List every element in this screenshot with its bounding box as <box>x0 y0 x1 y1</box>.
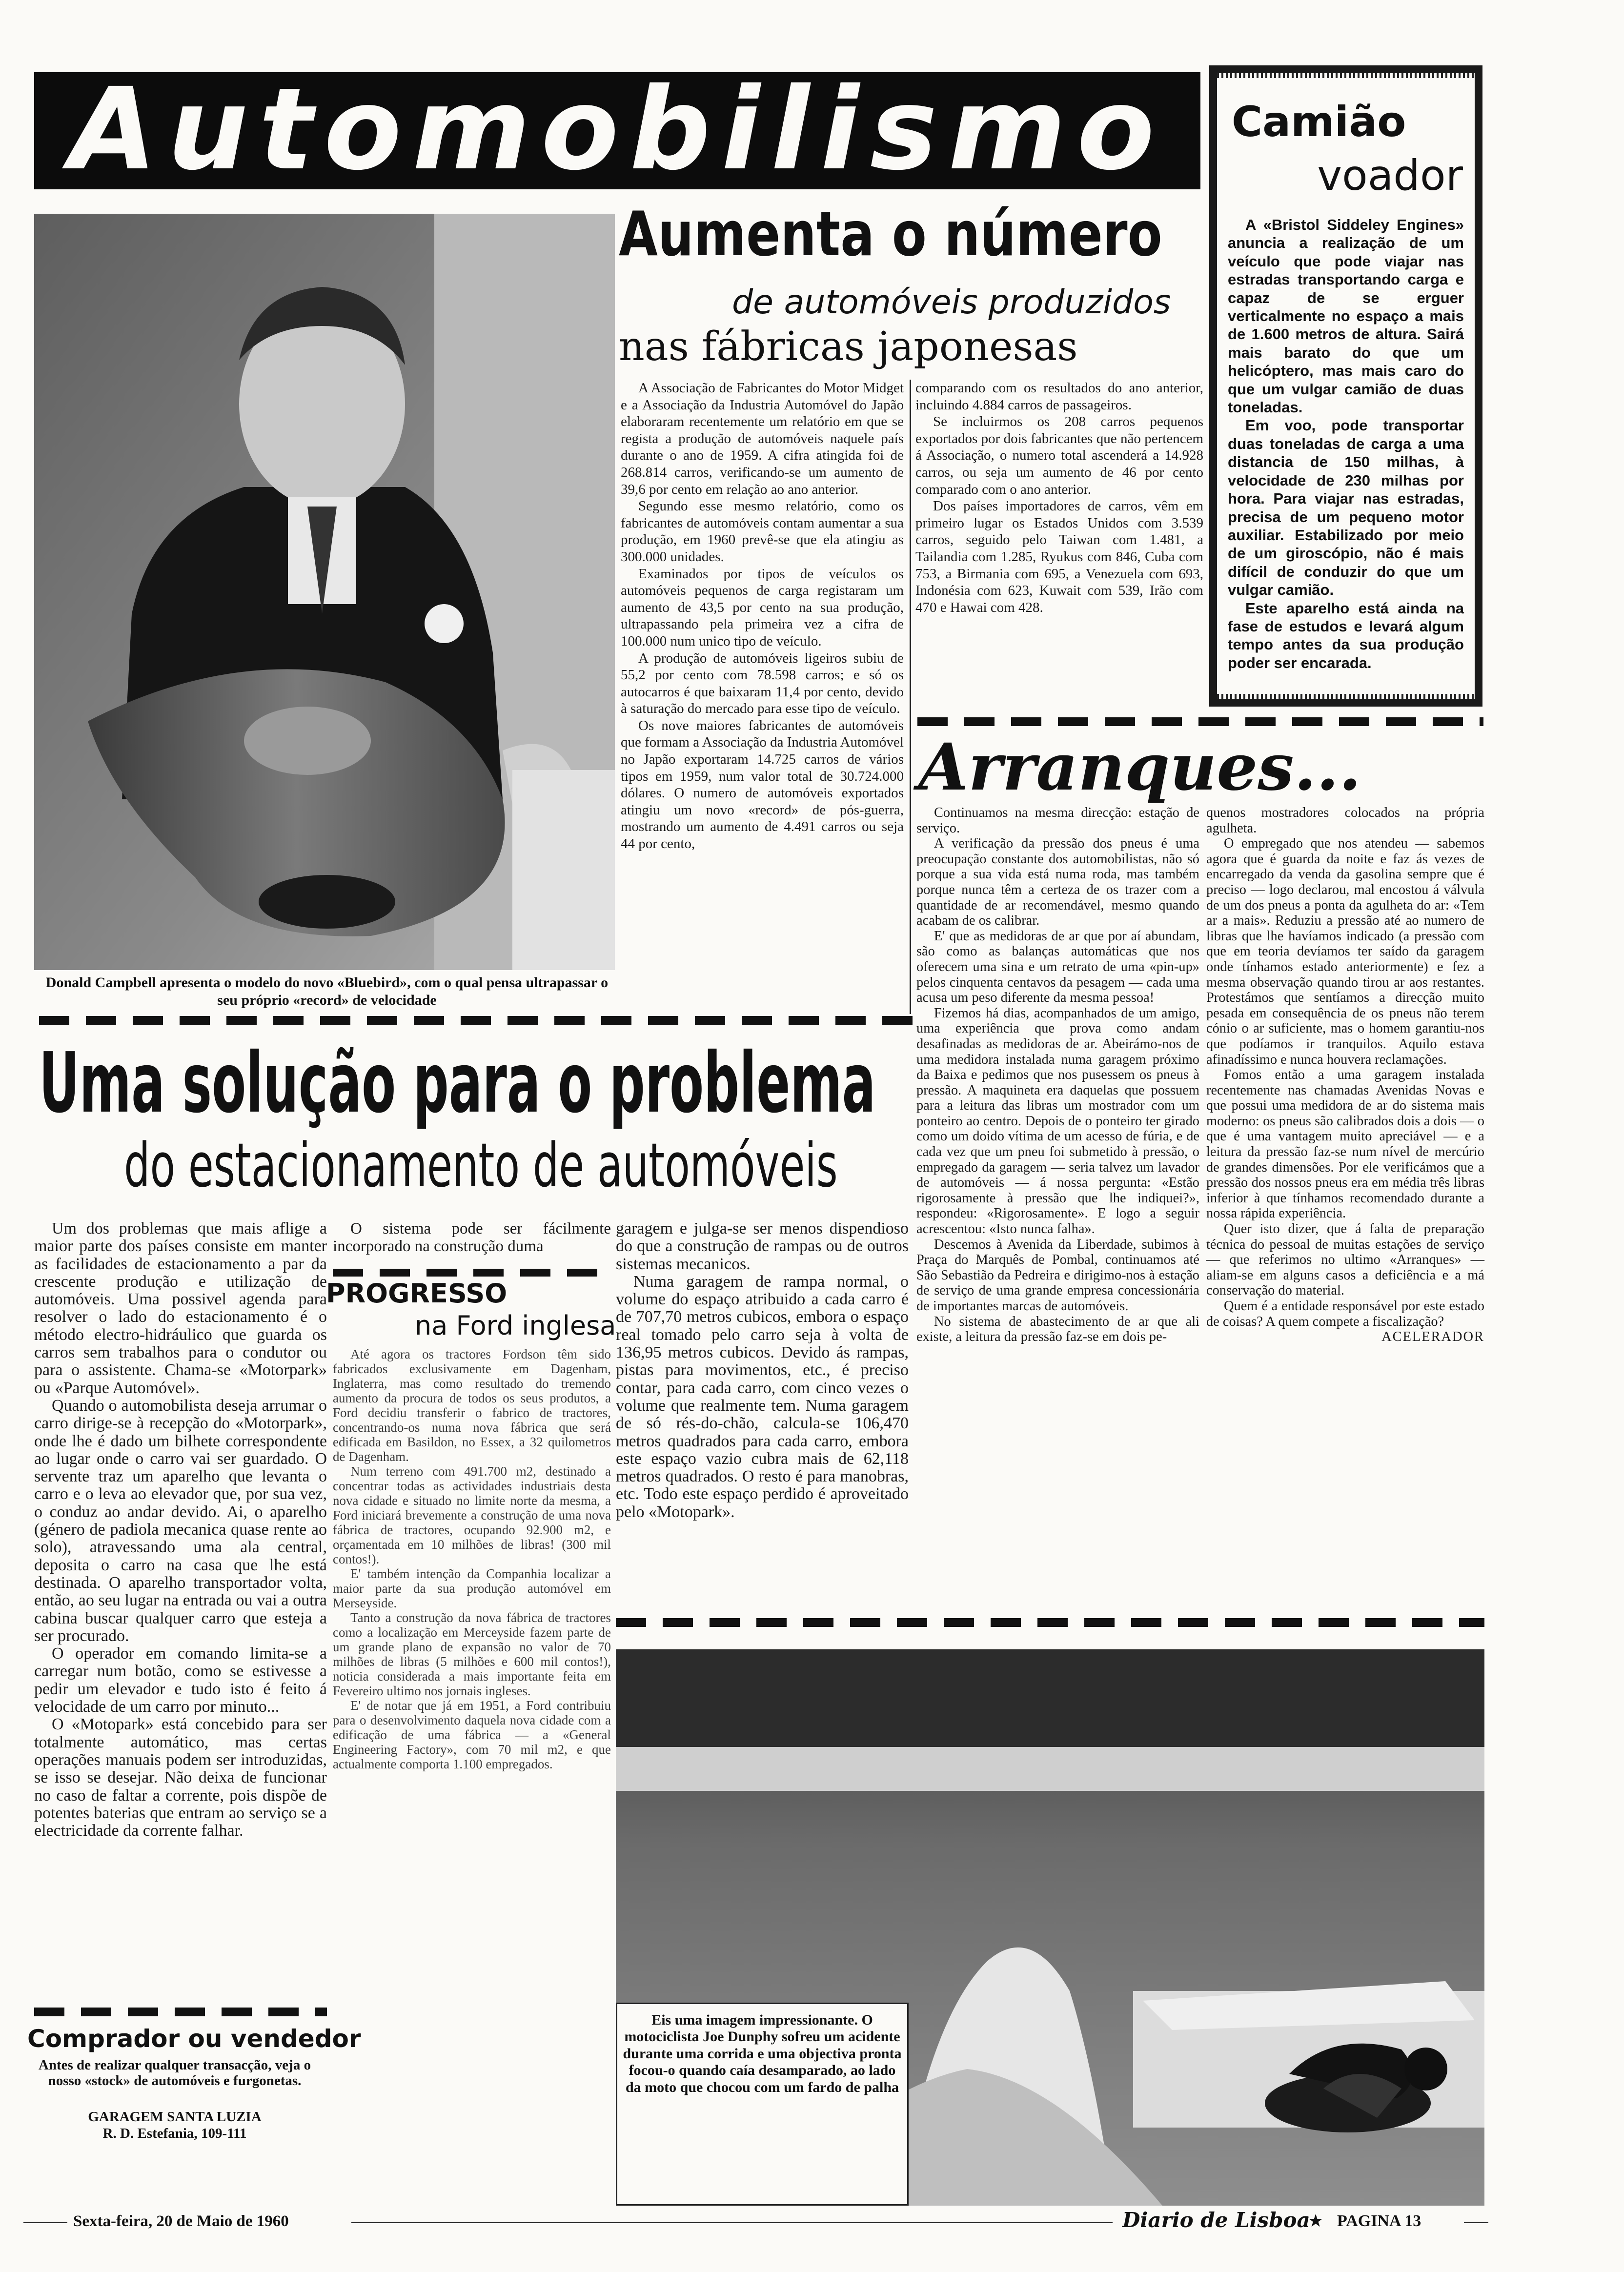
japan-paragraph: A produção de automóveis ligeiros subiu de 55,2 por cento com 78.598 carros; e só os autocarros é que baixaram 11,4 por cento, devido à saturação do mercado para esse tipo de veículo. <box>621 650 904 717</box>
footer-rule-mid <box>351 2222 1113 2223</box>
separator-dashes <box>616 1618 1484 1627</box>
sidebar-paragraph: Este aparelho está ainda na fase de estudos e levará algum tempo antes da sua produção poder ser encarada. <box>1228 599 1464 671</box>
photo-campbell <box>34 214 615 970</box>
progresso-headline-1: PROGRESSO <box>326 1278 508 1309</box>
progresso-paragraph: E' de notar que já em 1951, a Ford contribuiu para o desenvolvimento daquela nova cidade com a edificação de uma fábrica — a «General Engineering Factory», com 70 mil m2, e que actualmente comporta 1.100 empregados. <box>333 1698 611 1771</box>
japan-paragraph: Examinados por tipos de veículos os automóveis pequenos de carga registaram um aumento de 43,5 por cento na sua produção, ultrapassando pela primeira vez a cifra de 100.000 num unico tipo de veículo. <box>621 566 904 649</box>
arranques-paragraph: E' que as medidoras de ar que por aí abundam, são como as balanças automáticas que nos oferecem uma sina e um retrato de uma «pin-up» pelos cinquenta centavos da pesagem — cada uma acusa um peso diferente da mesma pessoa! <box>916 928 1199 1006</box>
sidebar-paragraph: Em voo, pode transportar duas toneladas de carga a uma distancia de 150 milhas, à velocidade de 230 milhas por hora. Para viajar nas estradas, precisa de um pequeno motor auxiliar. Estabilizado por meio de um giroscópio, não é mais difícil de conduzir do que um vulgar camião. <box>1228 417 1464 599</box>
japan-paragraph: Dos países importadores de carros, vêm em primeiro lugar os Estados Unidos com 3.539 carros, seguido pelo Taiwan com 1.481, a Tailandia com 1.285, Ryukus com 846, Cuba com 753, a Birmania com 695, a Venezuela com 693, Indonésia com 623, Kuwait com 539, Irão com 470 e Hawai com 428. <box>915 498 1203 615</box>
parking-col-2-intro: O sistema pode ser fácilmente incorporado na construção duma <box>333 1220 611 1255</box>
progresso-paragraph: Num terreno com 491.700 m2, destinado a concentrar todas as actividades industriais desta nova cidade e situado no limite norte da mesma, a Ford iniciará brevemente a construção de uma nova fábrica de tractores, ocupando 92.900 m2, e orçamentada em 10 milhões de libras! (300 mil contos!). <box>333 1464 611 1566</box>
arranques-col-2 <box>1206 805 1484 1345</box>
ad-address: R. D. Estefania, 109-111 <box>102 2126 247 2141</box>
japan-headline-1: Aumenta o número <box>619 198 1162 270</box>
masthead-title: Automobilismo <box>69 63 1165 195</box>
japan-paragraph: A Associação de Fabricantes do Motor Midget e a Associação da Industria Automóvel do Japão elaboraram recentemente um relatório em que se regista a produção de automóveis naquele país durante o ano de 1959. A cifra atingida foi de 268.814 carros, verificando-se um aumento de 39,6 por cento em relação ao ano anterior. <box>621 380 904 497</box>
japan-headline-3: nas fábricas japonesas <box>619 324 1078 370</box>
arranques-paragraph: A verificação da pressão dos pneus é uma preocupação constante dos automobilistas, não só porque a sua vida está numa roda, mas também porque nunca têm a certeza de os trazer com a quantidade de ar recomendável, mesmo quando acabam de os calibrar. <box>916 836 1199 929</box>
motorcycle-caption: Eis uma imagem impressionante. O motociclista Joe Dunphy sofreu um acidente durante uma corrida e uma objectiva pronta focou-o quando caía desamparado, ao lado da moto que chocou com um fardo de palha <box>623 2012 902 2095</box>
progresso-paragraph: E' também intenção da Companhia localizar a maior parte da sua produção automóvel em Merseyside. <box>333 1566 611 1610</box>
campbell-photo-illustration <box>34 214 615 970</box>
arranques-paragraph: Descemos à Avenida da Liberdade, subimos à Praça do Marquês de Pombal, continuamos até São Sebastião da Pedreira e dirigimo-nos à estação de serviço de uma grande empresa concessionária de importantes marcas de automóveis. <box>916 1237 1199 1314</box>
arranques-signature: ACELERADOR <box>1381 1329 1484 1345</box>
arranques-paragraph: No sistema de abastecimento de ar que ali existe, a leitura da pressão faz-se em dois pe- <box>916 1314 1199 1345</box>
parking-headline-2: do estacionamento de automóveis <box>124 1131 838 1201</box>
parking-paragraph: O operador em comando limita-se a carregar num botão, como se estivesse a pedir um elevador e tudo isto é feito á velocidade de um carro por minuto... <box>34 1644 327 1716</box>
parking-paragraph: Numa garagem de rampa normal, o volume do espaço atribuido a cada carro é de 707,70 metros cubicos, embora o espaço real tomado pelo carro seja à volta de 136,95 metros cubicos. Devido ás rampas, pistas para movimentos, etc., é preciso contar, para cada carro, com cinco vezes o volume que realmente tem. Numa garagem de só rés-do-chão, calcula-se 106,470 metros quadrados para cada carro, embora este espaço vazio cubra mais de 62,118 metros quadrados. O resto é para manobras, etc. Todo este espaço perdido é aproveitado pelo «Motopark». <box>616 1272 909 1521</box>
arranques-headline: Arranques... <box>918 730 1361 805</box>
parking-paragraph: Quando o automobilista deseja arrumar o carro dirige-se à recepção do «Motorpark», onde lhe é dado um bilhete correspondente ao lugar onde o carro vai ser guardado. O servente traz um aparelho que levanta o carro e o leva ao elevador que, por sua vez, o conduz ao andar devido. Ai, o aparelho (género de padiola mecanica quase rente ao solo), atravessando uma ala central, deposita o carro na casa que lhe está destinada. O aparelho transportador volta, então, ao seu lugar na entrada ou vai a outra cabina buscar qualquer carro que esteja a ser procurado. <box>34 1396 327 1645</box>
sidebar-title-1: Camião <box>1232 98 1406 146</box>
arranques-paragraph: Quem é a entidade responsável por este estado de coisas? A quem compete a fiscalização? <box>1206 1298 1484 1329</box>
progresso-paragraph: Até agora os tractores Fordson têm sido fabricados exclusivamente em Dagenham, Inglaterra, mas como resultado do tremendo aumento da procura de todos os seus produtos, a Ford decidiu transferir o fabrico de tractores, concentrando-os numa nova fábrica que será edificada em Basildon, no Essex, a 32 quilometros de Dagenham. <box>333 1347 611 1464</box>
progresso-headline-2: na Ford inglesa <box>415 1310 616 1341</box>
footer-date: Sexta-feira, 20 de Maio de 1960 <box>73 2212 289 2230</box>
sidebar-paragraph: A «Bristol Siddeley Engines» anuncia a realização de um veículo que pode viajar nas estradas transportando carga e capaz de se erguer verticalmente no espaço a mais de 1.600 metros de altura. Sairá mais barato do que um helicóptero, mas mais caro do que um vulgar camião de duas toneladas. <box>1228 216 1464 416</box>
parking-headline-1: Uma solução para o problema <box>39 1035 876 1132</box>
japan-col-2 <box>915 380 1203 616</box>
progresso-paragraph: Tanto a construção da nova fábrica de tractores como a localização em Merceyside fazem parte de um grande plano de expansão no valor de 70 milhões de libras (5 milhões e 600 mil contos!), noticia considerada a mais importante feita em Fevereiro ultimo nos jornais ingleses. <box>333 1610 611 1698</box>
separator-dashes <box>917 717 1483 726</box>
japan-paragraph: Se incluirmos os 208 carros pequenos exportados por dois fabricantes que não pertencem á Associação, o numero total ascenderá a 14.928 carros, ou seja um aumento de 46 por cento comparado com o ano anterior. <box>915 414 1203 497</box>
japan-col-1 <box>621 380 904 852</box>
japan-headline-2: de automóveis produzidos <box>732 283 1171 322</box>
ad-name: GARAGEM SANTA LUZIA <box>88 2109 262 2125</box>
arranques-paragraph: Fizemos há dias, acompanhados de um amigo, uma experiência que prova como andam desafinadas as medidoras de ar. Abeirámo-nos de uma medidora instalada numa garagem próximo da Baixa e pedimos que nos pusessem os pneus à pressão. A maquineta era daquelas que possuem para a leitura das libras um mostrador com um ponteiro ao centro. Depois de o ponteiro ter girado como um doido vítima de um acesso de fúria, e de cada vez que um pneu foi submetido à pressão, o empregado da garagem — seria talvez um lavador de automóveis — á nossa pergunta: «Estão rigorosamente à pressão que lhe indiquei?», respondeu: «Rigorosamente». E logo a seguir acrescentou: «Isto nunca falha». <box>916 1005 1199 1237</box>
masthead-banner <box>34 63 1200 195</box>
sidebar-title-2: voador <box>1317 151 1463 200</box>
progresso-body <box>333 1347 611 1771</box>
parking-col-3 <box>616 1220 909 1521</box>
arranques-paragraph: quenos mostradores colocados na própria agulheta. <box>1206 805 1484 836</box>
motorcycle-caption-box <box>616 2003 909 2206</box>
footer-page: PAGINA 13 <box>1337 2212 1421 2230</box>
japan-paragraph: comparando com os resultados do ano anterior, incluindo 4.884 carros de passageiros. <box>915 380 1203 413</box>
footer-rule-left <box>23 2222 67 2223</box>
ad-body: Antes de realizar qualquer transacção, veja o nosso «stock» de automóveis e furgonetas. <box>38 2057 311 2089</box>
footer-newspaper: Diario de Lisboa <box>1122 2208 1310 2232</box>
arranques-paragraph: O empregado que nos atendeu — sabemos agora que é guarda da noite e faz ás vezes de encarregado da venda da gasolina sempre que é preciso — logo declarou, mal encostou á válvula de um dos pneus a ponta da agulheta do ar: «Tem ar a mais». Reduziu a pressão até ao numero de libras que lhe havíamos indicado (a pressão com que em teoria devíamos ter saído da garagem onde tínhamos estado anteriormente) e fez a mesma observação quando tirou ar aos restantes. Protestámos que sentíamos a direcção muito pesada em consequência de os pneus não terem cónio o ar suficiente, mas o homem garantiu-nos que podíamos ir tranquilos. Aquilo estava afinadíssimo e nunca houvera reclamações. <box>1206 836 1484 1067</box>
sidebar-body <box>1228 216 1464 672</box>
arranques-paragraph: Fomos então a uma garagem instalada recentemente nas chamadas Avenidas Novas e que possui uma medidora de ar do sistema mais moderno: os pneus são calibrados dois a dois — o que é uma vantagem muito apreciável — e a leitura da pressão faz-se num nível de mercúrio de grandes dimensões. Por ele verificámos que a pressão dos nossos pneus era em média três libras inferior à que tínhamos recomendado durante a nossa rápida experiência. <box>1206 1067 1484 1221</box>
parking-paragraph: garagem e julga-se ser menos dispendioso do que a construção de rampas ou de outros sistemas mecanicos. <box>616 1219 909 1273</box>
parking-col-1 <box>34 1220 327 1840</box>
japan-paragraph: Os nove maiores fabricantes de automóveis que formam a Associação da Industria Automóvel no Japão exportaram 14.725 carros de vários tipos em 1959, num valor total de 30.724.000 dólares. O numero de automóveis exportados atingiu um novo «record» de pós-guerra, mostrando um aumento de 4.491 carros ou seja 44 por cento, <box>621 717 904 852</box>
separator-dashes <box>39 1016 913 1025</box>
sidebar-box <box>1209 65 1482 707</box>
ad-title: Comprador ou vendedor <box>27 2025 361 2053</box>
footer-rule-right <box>1464 2222 1488 2223</box>
parking-paragraph: Um dos problemas que mais aflige a maior parte dos países consiste em manter as facilidades de estacionamento a par da crescente produção e utilização de automóveis. Uma possivel agenda para resolver o lado do estacionamento é o método electro-hidráulico que guarda os carros sem trabalhos para o condutor ou para o assistente. Chama-se «Motorpark» ou «Parque Automóvel». <box>34 1219 327 1397</box>
column-rule <box>910 380 911 1014</box>
parking-paragraph: O «Motopark» está concebido para ser totalmente automático, mas certas operações manuais podem ser introduzidas, se isso se desejar. Não deixa de funcionar no caso de faltar a corrente, pois dispõe de potentes baterias que entram ao serviço se a electricidade da corrente falhar. <box>34 1715 327 1840</box>
separator-dashes <box>333 1269 611 1277</box>
photo-campbell-caption: Donald Campbell apresenta o modelo do novo «Bluebird», com o qual pensa ultrapassar o seu próprio «record» de velocidade <box>45 974 609 1008</box>
photo-motorcycle <box>616 1649 1484 2206</box>
arranques-paragraph: Continuamos na mesma direcção: estação de serviço. <box>916 805 1199 836</box>
footer-star-icon: ★ <box>1308 2211 1324 2231</box>
arranques-paragraph: Quer isto dizer, que á falta de preparação técnica do pessoal de muitas estações de serviço — que referimos no ultimo «Arranques» — aliam-se em alguns casos a deficiência e a má conservação do material. <box>1206 1221 1484 1298</box>
arranques-col-1 <box>916 805 1199 1345</box>
japan-paragraph: Segundo esse mesmo relatório, como os fabricantes de automóveis contam aumentar a sua produção, em 1960 prevê-se que ela atingiu as 300.000 unidades. <box>621 498 904 565</box>
separator-dashes <box>34 2008 327 2016</box>
